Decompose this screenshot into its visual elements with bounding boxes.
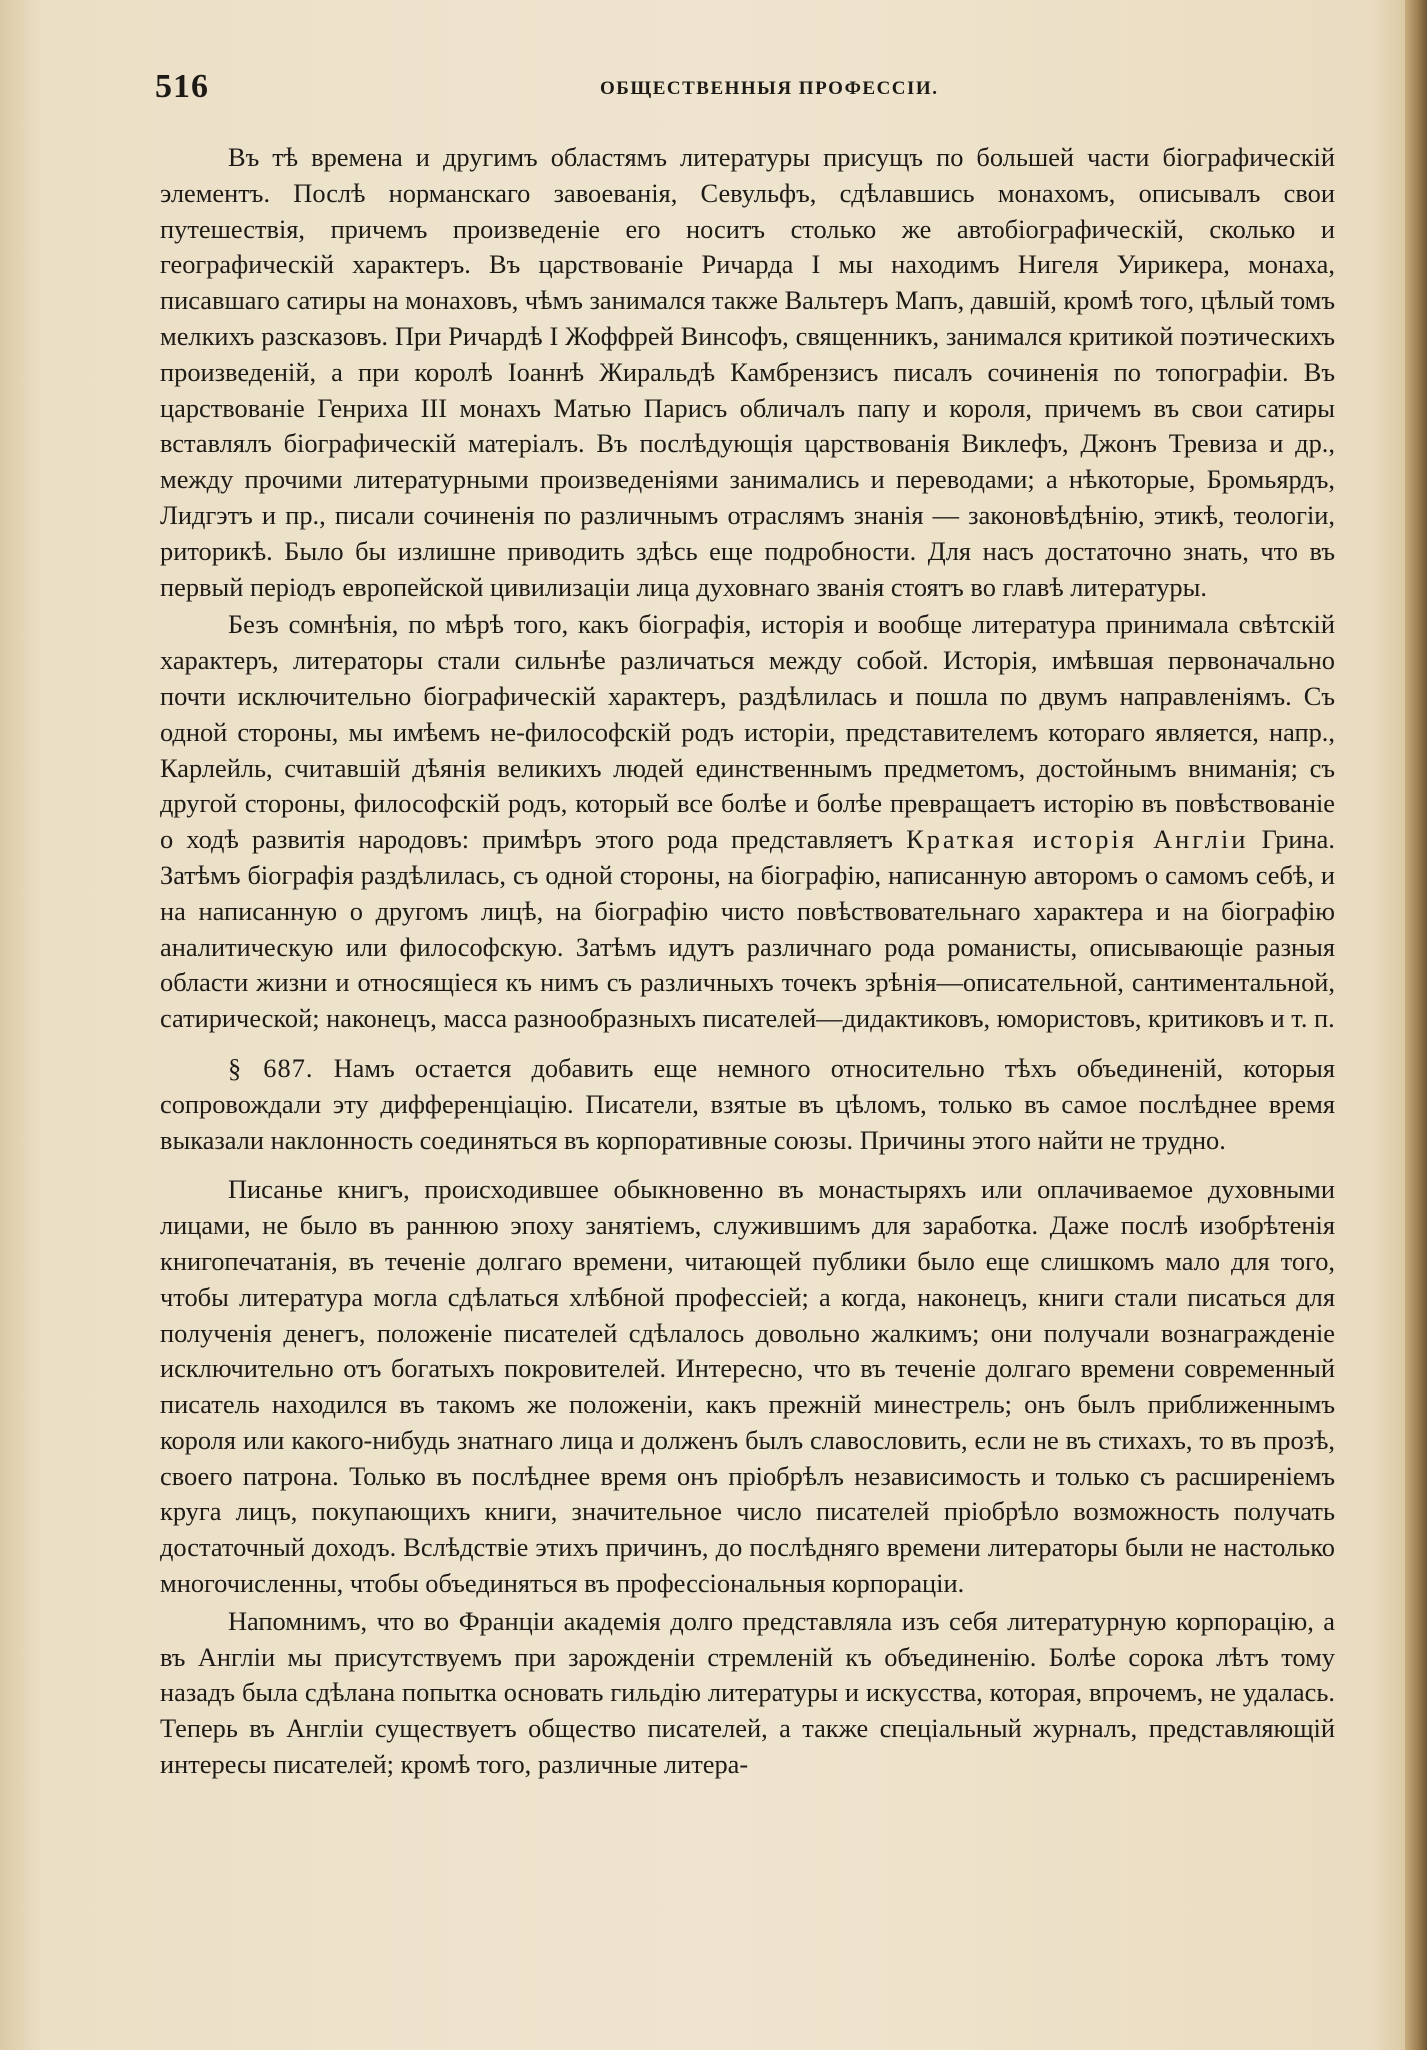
main-text	[160, 140, 1335, 1783]
paragraph-3-text: Намъ остается добавить еще немного относительно тѣхъ объединеній, которыя сопровождали эту дифференціацію. Писатели, взятые въ цѣломъ, только въ самое послѣднее время выказали наклонность соединяться въ корпоративные союзы. Причины этого найти не трудно.	[160, 1052, 1335, 1155]
paragraph-3	[160, 1051, 1335, 1158]
paragraph-2-text-after: Грина. Затѣмъ біографія раздѣлилась, съ одной стороны, на біографію, написанную авторомъ о самомъ себѣ, и на написанную о другомъ лицѣ, на біографію чисто повѣствовательнаго характера и на біографію аналитическую или философскую. Затѣмъ идутъ различнаго рода романисты, описывающіе разныя области жизни и относящіеся къ нимъ съ различныхъ точекъ зрѣнія—описательной, сантиментальной, сатирической; наконецъ, масса разнообразныхъ писателей—дидактиковъ, юмористовъ, критиковъ и т. п.	[160, 824, 1335, 1034]
page-header	[155, 68, 1340, 118]
paragraph-4: Писанье книгъ, происходившее обыкновенно въ монастыряхъ или оплачиваемое духовными лицами, не было въ раннюю эпоху занятіемъ, служившимъ для заработка. Даже послѣ изобрѣтенія книгопечатанія, въ теченіе долгаго времени, читающей публики было еще слишкомъ мало для того, чтобы литература могла сдѣлаться хлѣбной профессіей; а когда, наконецъ, книги стали писаться для полученія денегъ, положеніе писателей сдѣлалось довольно жалкимъ; они получали вознагражденіе исключительно отъ богатыхъ покровителей. Интересно, что въ теченіе долгаго времени современный писатель находился въ такомъ же положеніи, какъ прежній минестрель; онъ былъ приближеннымъ короля или какого-нибудь знатнаго лица и долженъ былъ славословить, если не въ стихахъ, то въ прозѣ, своего патрона. Только въ послѣднее время онъ пріобрѣлъ независимость и только съ расширеніемъ круга лицъ, покупающихъ книги, значительное число писателей пріобрѣло возможность получать достаточный доходъ. Вслѣдствіе этихъ причинъ, до послѣдняго времени литераторы были не настолько многочисленны, чтобы объединяться въ профессіональныя корпораціи.	[160, 1174, 1335, 1599]
page-edge-shadow	[1405, 0, 1427, 2050]
paragraph-1: Въ тѣ времена и другимъ областямъ литературы присущъ по большей части біографическій элементъ. Послѣ норманскаго завоеванія, Севульфъ, сдѣлавшись монахомъ, описывалъ свои путешествія, причемъ произведеніе его носитъ столько же автобіографическій, сколько и географическій характеръ. Въ царствованіе Ричарда I мы находимъ Нигеля Уирикера, монаха, писавшаго сатиры на монаховъ, чѣмъ занимался также Вальтеръ Мапъ, давшій, кромѣ того, цѣлый томъ мелкихъ разсказовъ. При Ричардѣ I Жоффрей Винсофъ, священникъ, занимался критикой поэтическихъ произведеній, а при королѣ Іоаннѣ Жиральдѣ Камбрензисъ писалъ сочиненія по топографіи. Въ царствованіе Генриха III монахъ Матью Парисъ обличалъ папу и короля, причемъ въ свои сатиры вставлялъ біографическій матеріалъ. Въ послѣдующія царствованія Виклефъ, Джонъ Тревиза и др., между прочими литературными произведеніями занимались и переводами; а нѣкоторые, Бромьярдъ, Лидгэтъ и пр., писали сочиненія по различнымъ отраслямъ знанія — законовѣдѣнію, этикѣ, теологіи, риторикѣ. Было бы излишне приводить здѣсь еще подробности. Для насъ достаточно знать, что въ первый періодъ европейской цивилизаціи лица духовнаго званія стоятъ во главѣ литературы.	[160, 142, 1335, 602]
paragraph-5: Напомнимъ, что во Франціи академія долго представляла изъ себя литературную корпорацію, а въ Англіи мы присутствуемъ при зарожденіи стремленій къ объединенію. Болѣе сорока лѣтъ тому назадъ была сдѣлана попытка основать гильдію литературы и искусства, которая, впрочемъ, не удалась. Теперь въ Англіи существуетъ общество писателей, а также спеціальный журналъ, представляющій интересы писателей; кромѣ того, различные литера-	[160, 1605, 1335, 1780]
section-number: § 687.	[228, 1052, 314, 1083]
paragraph-2-text-before: Безъ сомнѣнія, по мѣрѣ того, какъ біографія, исторія и вообще литература принимала свѣтскій характеръ, литераторы стали сильнѣе различаться между собой. Исторія, имѣвшая первоначально почти исключительно біографическій характеръ, раздѣлилась и пошла по двумъ направленіямъ. Съ одной стороны, мы имѣемъ не-философскій родъ исторіи, представителемъ котораго является, напр., Карлейль, считавшій дѣянія великихъ людей единственнымъ предметомъ, достойнымъ вниманія; съ другой стороны, философскій родъ, который все болѣе и болѣе превращаетъ исторію въ повѣствованіе о ходѣ развитія народовъ: примѣръ этого рода представляетъ	[160, 609, 1335, 855]
book-title: Краткая исторія Англіи	[906, 824, 1249, 855]
running-title: ОБЩЕСТВЕННЫЯ ПРОФЕССIИ.	[600, 78, 939, 99]
paragraph-2	[160, 607, 1335, 1037]
page-number: 516	[155, 68, 209, 105]
